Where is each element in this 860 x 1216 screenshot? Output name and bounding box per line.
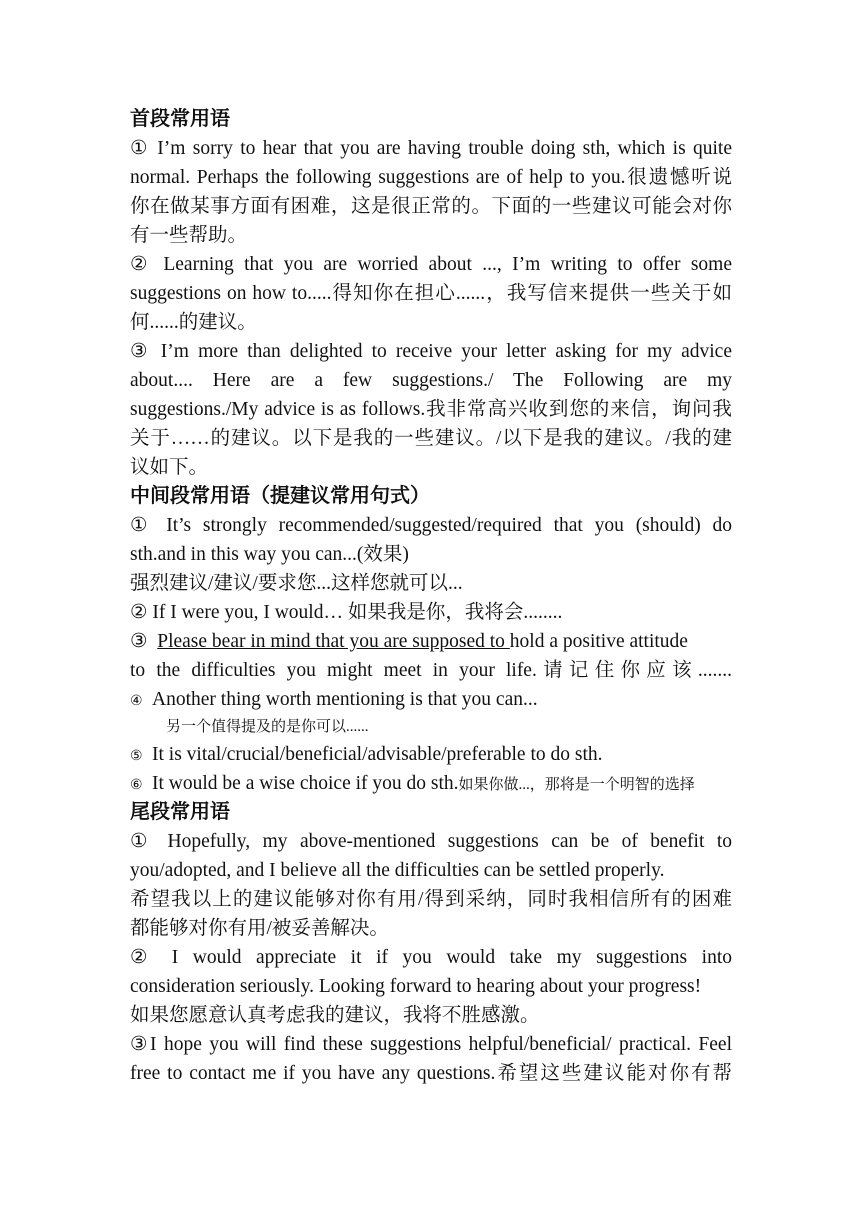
text-line: 有一些帮助。 <box>130 225 248 246</box>
item-text: Another thing worth mentioning is that you can... <box>152 689 538 710</box>
underlined-phrase: Please bear in mind that you are supposed to <box>157 631 510 652</box>
text-line-cn-note: 另一个值得提及的是你可以...... <box>166 719 369 735</box>
text-line: ③I hope you will find these suggestions helpful/beneficial/ practical. Feel <box>130 1034 732 1055</box>
item-text: It would be a wise choice if you do sth. <box>152 773 459 794</box>
item-text: hold a positive attitude <box>509 631 688 652</box>
text-line: ② Learning that you are worried about ..., I’m writing to offer some <box>130 254 732 275</box>
text-line: 强烈建议/建议/要求您...这样您就可以... <box>130 573 463 594</box>
text-line: 如果您愿意认真考虑我的建议，我将不胜感激。 <box>130 1005 540 1026</box>
item-cn-note: 如果你做...，那将是一个明智的选择 <box>458 777 695 793</box>
section-heading-middle: 中间段常用语（提建议常用句式） <box>130 485 430 507</box>
text-line-item6 <box>130 769 732 798</box>
text-line: 你在做某事方面有困难，这是很正常的。下面的一些建议可能会对你 <box>130 196 732 217</box>
text-line-item4 <box>130 685 732 714</box>
document-page <box>130 105 732 1088</box>
item-number: ⑥ <box>130 778 143 793</box>
text-line: ① Hopefully, my above-mentioned suggestions can be of benefit to <box>130 831 732 852</box>
text-line-item3 <box>130 627 732 656</box>
text-line: ③ I’m more than delighted to receive your letter asking for my advice <box>130 341 732 362</box>
text-line: ① I’m sorry to hear that you are having trouble doing sth, which is quite <box>130 138 732 159</box>
item-text: It is vital/crucial/beneficial/advisable/preferable to do sth. <box>152 744 603 765</box>
text-line: about.... Here are a few suggestions./ The Following are my <box>130 370 732 391</box>
text-line: 希望我以上的建议能够对你有用/得到采纳，同时我相信所有的困难 <box>130 889 732 910</box>
text-line: suggestions on how to.....得知你在担心......，我写信来提供一些关于如 <box>130 283 732 304</box>
section-heading-closing: 尾段常用语 <box>130 801 230 823</box>
item-number: ③ <box>130 631 148 652</box>
text-line: to the difficulties you might meet in your life.请记住你应该....... <box>130 660 732 681</box>
text-line: 都能够对你有用/被妥善解决。 <box>130 918 389 939</box>
text-line: ② I would appreciate it if you would take my suggestions into <box>130 947 732 968</box>
text-line: 关于……的建议。以下是我的一些建议。/以下是我的建议。/我的建 <box>130 428 732 449</box>
text-line: 何......的建议。 <box>130 312 257 333</box>
text-line: sth.and in this way you can...(效果) <box>130 544 409 565</box>
text-line: suggestions./My advice is as follows.我非常高兴收到您的来信，询问我 <box>130 399 732 420</box>
text-line: consideration seriously. Looking forward to hearing about your progress! <box>130 976 702 997</box>
text-line: normal. Perhaps the following suggestions are of help to you.很遗憾听说 <box>130 167 732 188</box>
item-number: ④ <box>130 694 143 709</box>
text-line: ② If I were you, I would… 如果我是你，我将会........ <box>130 602 563 623</box>
text-line: free to contact me if you have any questions.希望这些建议能对你有帮 <box>130 1063 732 1084</box>
section-heading-opening: 首段常用语 <box>130 108 230 130</box>
text-line-item5 <box>130 740 732 769</box>
text-line: you/adopted, and I believe all the difficulties can be settled properly. <box>130 860 665 881</box>
text-line: 议如下。 <box>130 457 209 478</box>
item-number: ⑤ <box>130 749 143 764</box>
text-line: ① It’s strongly recommended/suggested/required that you (should) do <box>130 515 732 536</box>
